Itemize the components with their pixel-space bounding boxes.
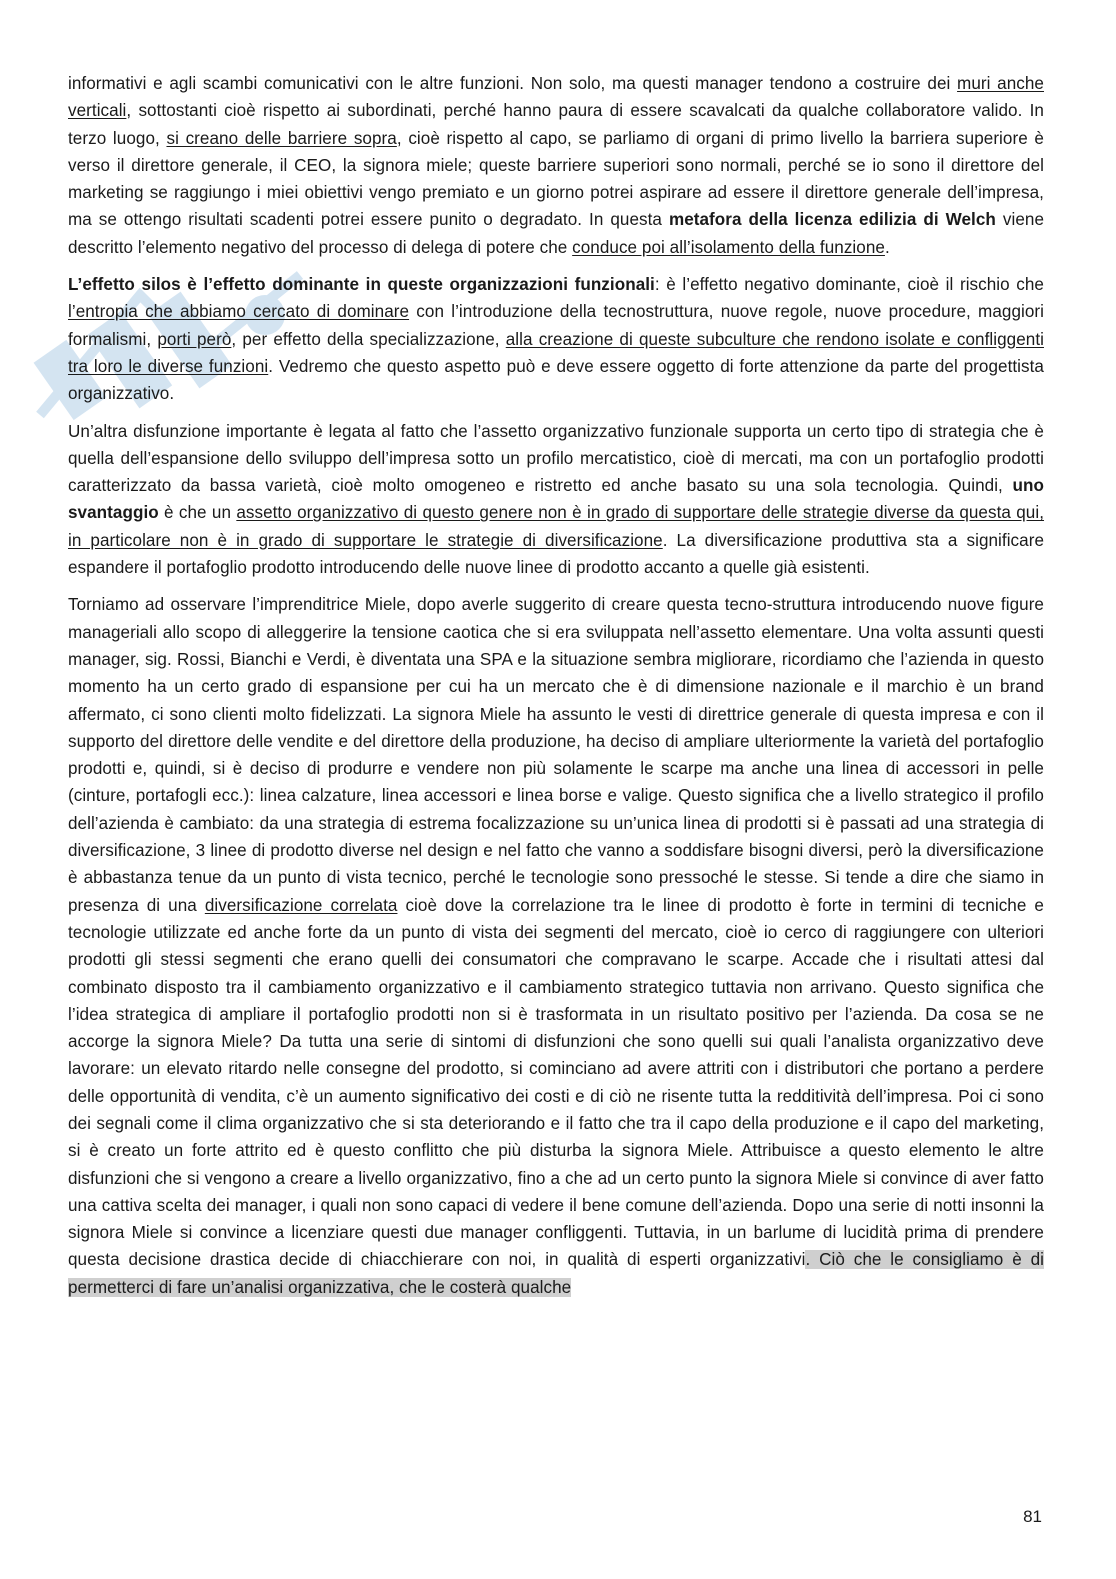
text-segment: informativi e agli scambi comunicativi con le altre funzioni. Non solo, ma questi manager tendono a costruire dei (68, 74, 958, 93)
text-segment: . Vedremo che questo aspetto può e deve essere oggetto di forte attenzione da parte del progettista organizzativo. (68, 356, 1044, 404)
underlined-text: diversificazione correlata (204, 895, 398, 915)
text-segment: , sottostanti cioè rispetto ai subordinati, perché hanno paura di essere scavalcati da qualche collaboratore valido. In terzo luogo, (68, 101, 1044, 148)
underlined-text: alla creazione di queste subculture che rendono isolate e confliggenti tra loro le diverse funzioni (68, 329, 1044, 376)
page-number: 81 (1023, 1507, 1042, 1526)
text-segment: con l’introduzione della tecnostruttura, nuove regole, nuove procedure, maggiori formalismi, (68, 302, 1045, 349)
text-segment: Torniamo ad osservare l’imprenditrice Miele, dopo averle suggerito di creare questa tecno-struttura introducendo nuove figure manageriali allo scopo di alleggerire la tensione caotica che si era sviluppata nell’assetto elementare. Una volta assunti questi manager, sig. Rossi, Bianchi e Verdi, è diventata una SPA e la situazione sembra migliorare, ricordiamo che l’azienda in questo momento ha un certo grado di espansione per cui ha un mercato che è di dimensione nazionale e il marchio è un brand affermato, ci sono clienti molto fidelizzati. La signora Miele ha assunto le vesti di direttrice generale di questa impresa e con il supporto del direttore delle vendite e del direttore della produzione, ha deciso di ampliare ulteriormente la varietà del portafoglio prodotti e, quindi, si è deciso di produrre e vendere non più solamente le scarpe ma anche una linea di accessori in pelle (cinture, portafogli ecc.): linea calzature, linea accessori e linea borse e valige. Questo significa che a livello strategico il profilo dell’azienda è cambiato: da una strategia di estrema focalizzazione su un’unica linea di prodotti si è passati ad una strategia di diversificazione, 3 linee di prodotto diverse nel design e nel fatto che vanno a soddisfare bisogni diversi, però la diversificazione è abbastanza tenue da un punto di vista tecnico, perché le tecnologie sono pressoché le stesse. Si tende a dire che siamo in presenza di una (68, 595, 1044, 915)
text-segment: , cioè rispetto al capo, se parliamo di organi di primo livello la barriera superiore è verso il direttore generale, il CEO, la signora miele; queste barriere superiori sono normali, perché se io sono il direttore del marketing se raggiungo i miei obiettivi vengo premiato e un giorno potrei aspirare ad essere il direttore generale dell’impresa, ma se ottengo risultati scadenti potrei essere punito o degradato. In questa (68, 128, 1044, 230)
underlined-text: l’entropia che abbiamo cercato di dominare (68, 302, 410, 322)
text-segment: cioè dove la correlazione tra le linee di prodotto è forte in termini di tecniche e tecnologie utilizzate ed anche forte da un punto di vista dei segmenti del mercato, cioè io cerco di raggiungere con ulteriori prodotti gli stessi segmenti che erano quelli dei consumatori che compravano le scarpe. Accade che i risultati attesi dal combinato disposto tra il cambiamento organizzativo e il cambiamento strategico tuttavia non arrivano. Questo significa che l’idea strategica di ampliare il portafoglio prodotti non si è trasformata in un risultato positivo per l’azienda. Da cosa se ne accorge la signora Miele? Da tutta una serie di sintomi di disfunzioni che sono quelli sui quali l’analista organizzativo deve lavorare: un elevato ritardo nelle consegne del prodotto, si cominciano ad avere attriti con i distributori che portano a perdere delle opportunità di vendita, c’è un aumento significativo dei costi e di ciò ne risente tutta la redditività dell’impresa. Poi ci sono dei segnali come il clima organizzativo che si sta deteriorando e il fatto che tra il capo della produzione e il capo del marketing, si è creato un forte attrito ed è questo conflitto che più disturba la signora Miele. Attribuisce a questo elemento le altre disfunzioni che si vengono a creare a livello organizzativo, fino a che ad un certo punto la signora Miele si convince di aver fatto una cattiva scelta dei manager, i quali non sono capaci di vedere il bene comune dell’azienda. Dopo una serie di notti insonni la signora Miele si convince a licenziare questi due manager confliggenti. Tuttavia, in un barlume di lucidità prima di prendere questa decisione drastica decide di chiacchierare con noi, in qualità di esperti organizzativi (68, 895, 1044, 1270)
underlined-text: muri anche verticali (68, 74, 1044, 121)
underlined-text: si creano delle barriere sopra (166, 128, 397, 148)
document-body (68, 70, 1044, 1311)
paragraph (68, 271, 1044, 407)
bold-text: metafora della licenza edilizia di Welch (668, 210, 996, 230)
underlined-text: conduce poi all’isolamento della funzione (572, 237, 885, 257)
highlighted-text: . Ciò che le consigliamo è di permetterci di fare un’analisi organizzativa, che le costerà qualche (68, 1250, 1045, 1297)
paragraph (68, 591, 1044, 1301)
underlined-text: assetto organizzativo di questo genere non è in grado di supportare delle strategie diverse da questa qui, in particolare non è in grado di supportare le strategie di diversificazione (68, 503, 1045, 550)
paragraph (68, 418, 1044, 582)
text-segment: Un’altra disfunzione importante è legata al fatto che l’assetto organizzativo funzionale supporta un certo tipo di strategia che è quella dell’espansione dello sviluppo dell’impresa sotto un profilo mercatistico, cioè di mercati, ma con un portafoglio prodotti caratterizzato da bassa varietà, cioè molto omogeneo e ristretto ed anche basato su una sola tecnologia. Quindi, (68, 421, 1044, 496)
underlined-text: porti però (157, 329, 232, 349)
text-segment: . (884, 237, 890, 257)
text-segment: viene descritto l’elemento negativo del processo di delega di potere che (68, 210, 1045, 257)
bold-text: L’effetto silos è l’effetto dominante in queste organizzazioni funzionali (68, 275, 655, 295)
text-segment: è che un (158, 503, 237, 523)
text-segment: : è l’effetto negativo dominante, cioè il rischio che (654, 275, 1044, 295)
text-segment: . La diversificazione produttiva sta a significare espandere il portafoglio prodotto introducendo delle nuove linee di prodotto accanto a quelle già esistenti. (68, 530, 1045, 578)
paragraph (68, 70, 1044, 261)
text-segment: , per effetto della specializzazione, (231, 329, 506, 349)
bold-text: uno svantaggio (68, 476, 1044, 523)
